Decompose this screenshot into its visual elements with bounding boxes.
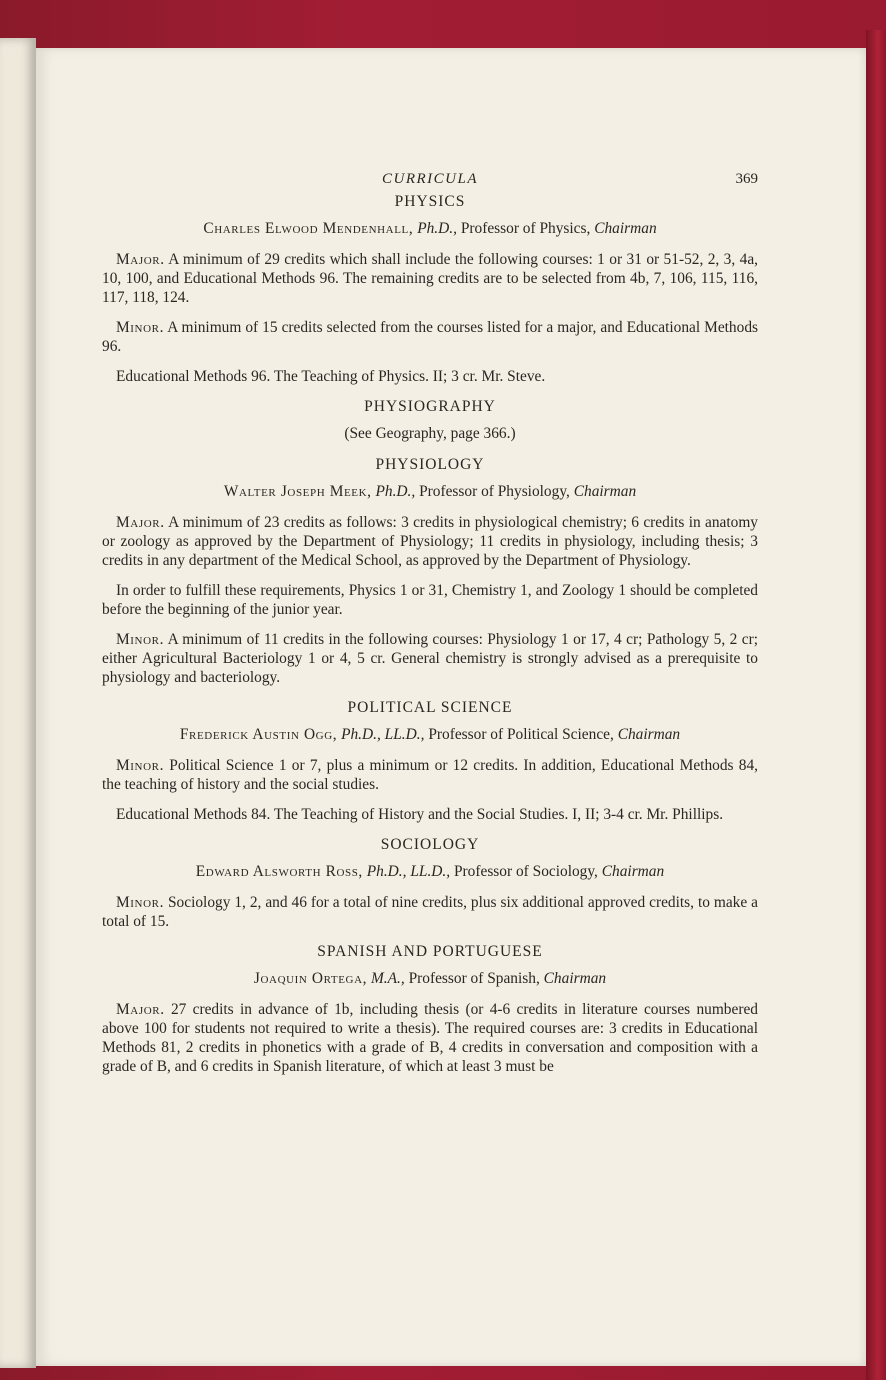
faculty-name: Walter Joseph Meek, [223, 483, 372, 500]
book-cover-edge [866, 30, 886, 1380]
physiology-minor-paragraph [102, 630, 758, 687]
faculty-line-physiology [102, 482, 758, 501]
minor-label: Minor. [116, 631, 165, 648]
faculty-title: Professor of Physics, [460, 220, 591, 237]
political-science-course-paragraph: Educational Methods 84. The Teaching of History and the Social Studies. I, II; 3-4 cr. Mr. Phillips. [116, 806, 724, 823]
sociology-minor-paragraph [102, 893, 758, 931]
faculty-degree: M.A., [370, 970, 405, 987]
minor-text: A minimum of 11 credits in the following courses: Physiology 1 or 17, 4 cr; Pathology 5, 2 cr; either Agricultural Bacteriology 1 or 4, 5 cr. General chemistry is strongly advised as a prerequisite to physiology and bacteriology. [102, 631, 758, 686]
faculty-degree: Ph.D., [375, 483, 416, 500]
page-content [102, 170, 758, 1087]
cross-reference: (See Geography, page 366.) [344, 425, 516, 442]
faculty-name: Joaquin Ortega, [253, 970, 368, 987]
minor-text: A minimum of 15 credits selected from the courses listed for a major, and Educational Methods 96. [102, 319, 759, 355]
faculty-degree: Ph.D., [417, 220, 457, 237]
physiology-requirement-paragraph: In order to fulfill these requirements, Physics 1 or 31, Chemistry 1, and Zoology 1 should be completed before the beginning of the junior year. [102, 582, 758, 618]
section-heading-physiography: PHYSIOGRAPHY [364, 398, 496, 415]
major-text: A minimum of 23 credits as follows: 3 credits in physiological chemistry; 6 credits in anatomy or zoology as approved by the Department of Physiology; 11 credits in physiology, including thesis; 3 credits in any department of the Medical School, as approved by the Department of Physiology. [102, 514, 758, 569]
minor-label: Minor. [116, 757, 165, 774]
faculty-line-spanish [102, 969, 758, 988]
running-head [102, 170, 758, 192]
faculty-title: Professor of Spanish, [408, 970, 540, 987]
faculty-role: Chairman [543, 970, 607, 987]
faculty-line-sociology [102, 862, 758, 881]
minor-text: Sociology 1, 2, and 46 for a total of nine credits, plus six additional approved credits, to make a total of 15. [102, 894, 758, 930]
physiology-major-paragraph [102, 513, 758, 570]
major-label: Major. [116, 514, 165, 531]
faculty-degree: Ph.D., LL.D., [366, 863, 451, 880]
major-text: A minimum of 29 credits which shall include the following courses: 1 or 31 or 51-52, 2, 3, 4a, 10, 100, and Educational Methods 96. The remaining credits are to be selected from 4b, 7, 106, 115, 116, 117, 118, 124. [102, 251, 759, 306]
section-heading-physiology: PHYSIOLOGY [375, 456, 485, 473]
faculty-line-political-science [102, 725, 758, 744]
faculty-name: Charles Elwood Mendenhall, [203, 220, 414, 237]
faculty-name: Frederick Austin Ogg, [179, 726, 338, 743]
minor-text: Political Science 1 or 7, plus a minimum or 12 credits. In addition, Educational Methods 84, the teaching of history and the social studies. [102, 757, 758, 793]
minor-label: Minor. [116, 319, 165, 336]
physics-course-paragraph: Educational Methods 96. The Teaching of Physics. II; 3 cr. Mr. Steve. [116, 368, 546, 385]
section-heading-physics: PHYSICS [394, 193, 466, 210]
faculty-role: Chairman [617, 726, 681, 743]
previous-page-edge [0, 38, 36, 1368]
section-heading-political-science: POLITICAL SCIENCE [347, 699, 513, 716]
faculty-role: Chairman [601, 863, 665, 880]
section-heading-sociology: SOCIOLOGY [380, 836, 480, 853]
major-text: 27 credits in advance of 1b, including thesis (or 4-6 credits in literature courses numbered above 100 for students not required to write a thesis). The required courses are: 3 credits in Educational Methods 81, 2 credits in phonetics with a grade of B, 4 credits in conversation and composition with a grade of B, and 6 credits in Spanish literature, of which at least 3 must be [102, 1001, 758, 1075]
minor-label: Minor. [116, 894, 165, 911]
major-label: Major. [116, 1001, 165, 1018]
faculty-title: Professor of Sociology, [453, 863, 598, 880]
faculty-role: Chairman [594, 220, 657, 237]
faculty-line-physics [102, 219, 758, 238]
section-heading-spanish-portuguese: SPANISH AND PORTUGUESE [317, 943, 543, 960]
faculty-degree: Ph.D., LL.D., [341, 726, 425, 743]
major-label: Major. [116, 251, 165, 268]
faculty-role: Chairman [573, 483, 637, 500]
book-page [36, 48, 866, 1366]
political-science-minor-paragraph [102, 756, 758, 794]
faculty-title: Professor of Political Science, [428, 726, 614, 743]
faculty-name: Edward Alsworth Ross, [195, 863, 363, 880]
faculty-title: Professor of Physiology, [419, 483, 570, 500]
spanish-major-paragraph [102, 1000, 758, 1076]
page-number: 369 [735, 171, 758, 187]
running-head-title: CURRICULA [382, 171, 478, 187]
physics-major-paragraph [102, 250, 758, 307]
physics-minor-paragraph [102, 318, 758, 356]
